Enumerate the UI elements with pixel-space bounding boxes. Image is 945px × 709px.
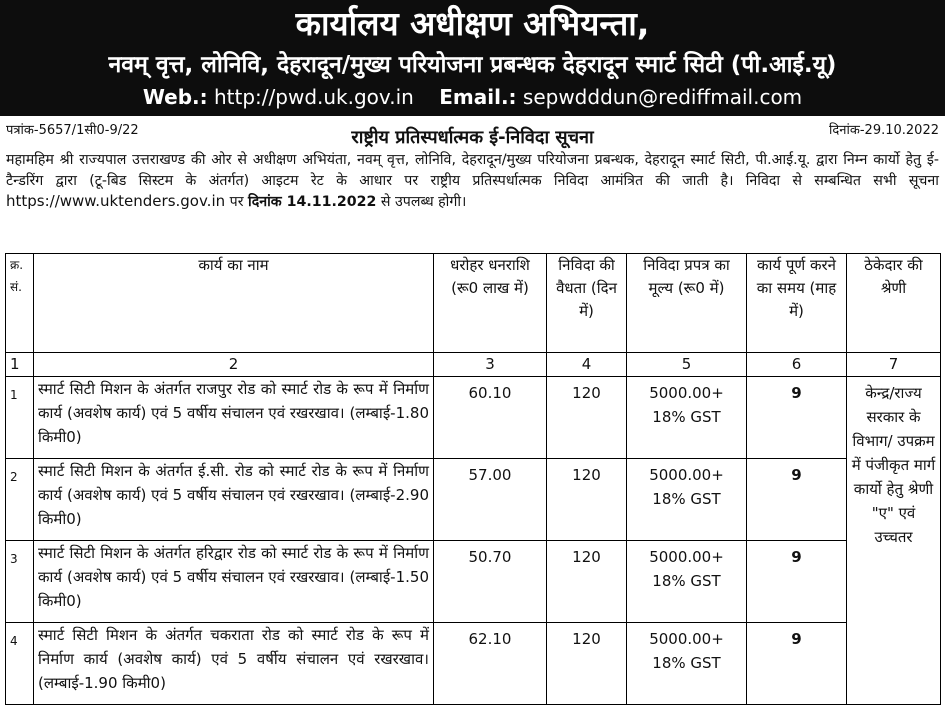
email-address[interactable]: sepwdddun@rediffmail.com <box>522 85 803 109</box>
emd-amount: 50.70 <box>434 541 547 623</box>
column-number: 1 <box>6 353 34 377</box>
header-contractor-category: ठेकेदार की श्रेणी <box>847 254 941 353</box>
intro-text-2: पर <box>225 194 249 210</box>
header-validity: निविदा की वैधता (दिन में) <box>547 254 627 353</box>
fee-gst: 18% GST <box>652 408 721 426</box>
row-serial: 4 <box>6 623 34 705</box>
form-fee <box>627 623 747 705</box>
column-number: 6 <box>747 353 847 377</box>
work-name: स्मार्ट सिटी मिशन के अंतर्गत ई.सी. रोड को स्मार्ट रोड के रूप में निर्माण कार्य (अवशेष कार्य) एवं 5 वर्षीय संचालन एवं रखरखाव। (लम्बाई-2.90 किमी0) <box>34 459 434 541</box>
header-serial: क्र. सं. <box>6 254 34 353</box>
notice-title: राष्ट्रीय प्रतिस्पर्धात्मक ई-निविदा सूचना <box>351 127 594 148</box>
contact-line <box>0 83 945 111</box>
row-serial: 1 <box>6 377 34 459</box>
completion-months: 9 <box>791 384 802 402</box>
work-name: स्मार्ट सिटी मिशन के अंतर्गत राजपुर रोड को स्मार्ट रोड के रूप में निर्माण कार्य (अवशेष कार्य) एवं 5 वर्षीय संचालन एवं रखरखाव। (लम्बाई-1.80 किमी0) <box>34 377 434 459</box>
table-row <box>6 377 941 459</box>
table-row <box>6 459 941 541</box>
office-title: कार्यालय अधीक्षण अभियन्ता, <box>295 4 650 43</box>
emd-amount: 62.10 <box>434 623 547 705</box>
form-fee <box>627 541 747 623</box>
column-number: 3 <box>434 353 547 377</box>
emd-amount: 57.00 <box>434 459 547 541</box>
office-subtitle: नवम् वृत्त, लोनिवि, देहरादून/मुख्य परियोजना प्रबन्धक देहरादून स्मार्ट सिटी (पी.आई.यू) <box>108 52 837 78</box>
header-form-fee: निविदा प्रपत्र का मूल्य (रू0 में) <box>627 254 747 353</box>
fee-amount: 5000.00+ <box>649 548 724 566</box>
table-row <box>6 541 941 623</box>
fee-gst: 18% GST <box>652 572 721 590</box>
completion-time <box>747 623 847 705</box>
reference-number: पत्रांक-5657/1सी0-9/22 <box>6 123 139 138</box>
fee-gst: 18% GST <box>652 490 721 508</box>
notice-date: दिनांक-29.10.2022 <box>829 123 939 138</box>
tender-validity: 120 <box>547 623 627 705</box>
header-emd: धरोहर धनराशि (रू0 लाख में) <box>434 254 547 353</box>
intro-text-1: महामहिम श्री राज्यपाल उत्तराखण्ड की ओर से अधीक्षण अभियंता, नवम् वृत्त, लोनिवि, देहरादून/मुख्य परियोजना प्रबन्धक, देहरादून स्मार्ट सिटी, पी.आई.यू. द्वारा निम्न कार्यो हेतु ई-टैन्डरिंग द्वारा (टू-बिड सिस्टम के अंतर्गत) आइटम रेट के आधार पर राष्ट्रीय प्रतिस्पर्धात्मक निविदा आमंत्रित की जाती है। निविदा से सम्बन्धित सभी सूचना <box>6 152 939 189</box>
column-number: 2 <box>34 353 434 377</box>
fee-amount: 5000.00+ <box>649 630 724 648</box>
completion-time <box>747 541 847 623</box>
tender-validity: 120 <box>547 459 627 541</box>
completion-time <box>747 377 847 459</box>
completion-months: 9 <box>791 466 802 484</box>
work-name: स्मार्ट सिटी मिशन के अंतर्गत हरिद्वार रोड को स्मार्ट रोड के रूप में निर्माण कार्य (अवशेष कार्य) एवं 5 वर्षीय संचालन एवं रखरखाव। (लम्बाई-1.50 किमी0) <box>34 541 434 623</box>
web-label: Web.: <box>142 85 208 109</box>
fee-gst: 18% GST <box>652 654 721 672</box>
column-number: 4 <box>547 353 627 377</box>
tender-table <box>5 253 941 705</box>
tender-portal-link[interactable]: https://www.uktenders.gov.in <box>6 192 226 210</box>
contractor-category: केन्द्र/राज्य सरकार के विभाग/ उपक्रम में पंजीकृत मार्ग कार्यो हेतु श्रेणी "ए" एवं उच्चतर <box>847 377 941 705</box>
intro-text-3: से उपलब्ध होगी। <box>376 194 467 210</box>
fee-amount: 5000.00+ <box>649 466 724 484</box>
column-number: 7 <box>847 353 941 377</box>
notice-header <box>0 0 945 116</box>
fee-amount: 5000.00+ <box>649 384 724 402</box>
emd-amount: 60.10 <box>434 377 547 459</box>
email-label: Email.: <box>439 85 517 109</box>
completion-months: 9 <box>791 630 802 648</box>
row-serial: 3 <box>6 541 34 623</box>
completion-time <box>747 459 847 541</box>
column-number-row <box>6 353 941 377</box>
intro-paragraph <box>6 150 939 213</box>
tender-validity: 120 <box>547 541 627 623</box>
form-fee <box>627 459 747 541</box>
row-serial: 2 <box>6 459 34 541</box>
table-row <box>6 623 941 705</box>
web-url[interactable]: http://pwd.uk.gov.in <box>214 85 414 109</box>
header-completion-time: कार्य पूर्ण करने का समय (माह में) <box>747 254 847 353</box>
column-number: 5 <box>627 353 747 377</box>
completion-months: 9 <box>791 548 802 566</box>
header-work-name: कार्य का नाम <box>34 254 434 353</box>
work-name: स्मार्ट सिटी मिशन के अंतर्गत चकराता रोड को स्मार्ट रोड के रूप में निर्माण कार्य (अवशेष कार्य) एवं 5 वर्षीय संचालन एवं रखरखाव। (लम्बाई-1.90 किमी0) <box>34 623 434 705</box>
availability-date: दिनांक 14.11.2022 <box>248 194 377 210</box>
tender-validity: 120 <box>547 377 627 459</box>
form-fee <box>627 377 747 459</box>
